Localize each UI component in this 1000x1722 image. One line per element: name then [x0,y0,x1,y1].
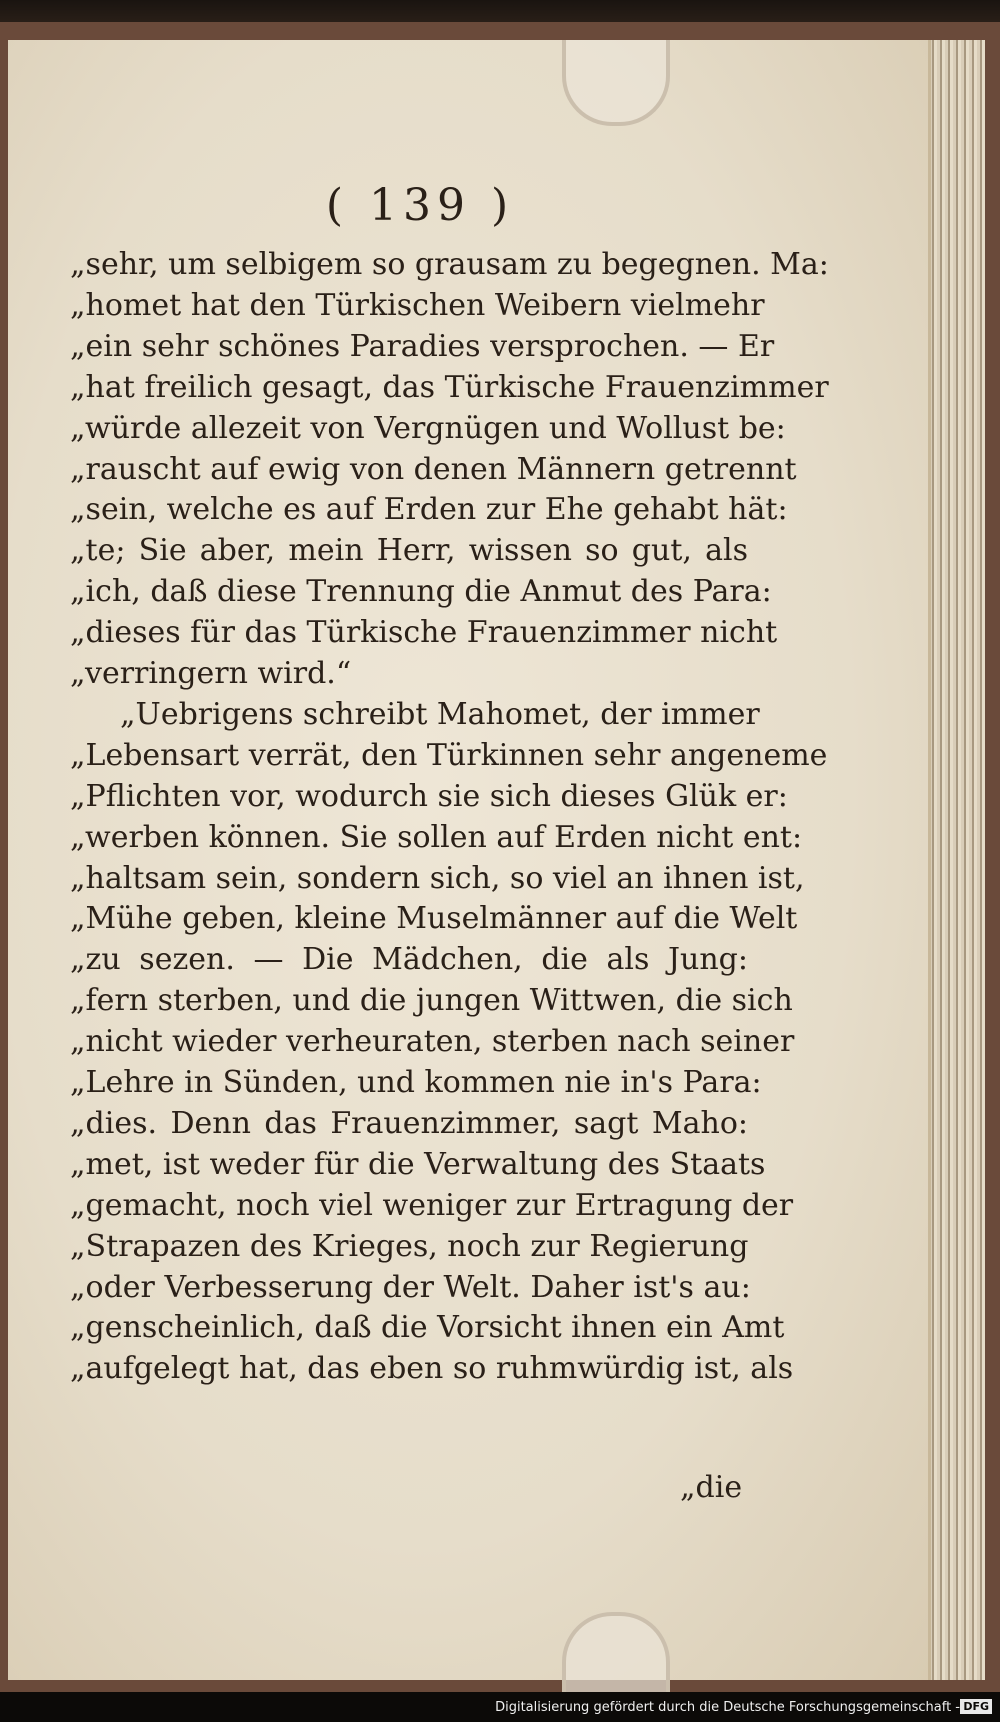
text-line: „Strapazen des Krieges, noch zur Regierung [70,1228,749,1264]
text-line: „Uebrigens schreibt Mahomet, der immer [120,696,760,732]
text-line: „Pflichten vor, wodurch sie sich dieses Glük er: [70,778,788,814]
text-line: „Lehre in Sünden, und kommen nie in's Para: [70,1065,762,1100]
text-line: „haltsam sein, sondern sich, so viel an ihnen ist, [70,860,805,896]
digitization-credit: Digitalisierung gefördert durch die Deutsche Forschungsgemeinschaft - [495,1700,960,1715]
text-line: „werben können. Sie sollen auf Erden nicht ent: [70,819,803,855]
page-number: ( 139 ) [325,180,515,231]
dfg-logo: DFG [960,1699,992,1714]
text-line: „sein, welche es auf Erden zur Ehe gehabt hät: [70,492,788,528]
page-clip-bottom [562,1612,670,1696]
catchword: „die [680,1470,743,1505]
text-line: „met, ist weder für die Verwaltung des Staats [70,1146,766,1182]
text-line: „zu sezen. — Die Mädchen, die als Jung: [70,942,748,978]
text-line: „ein sehr schönes Paradies versprochen. — Er [70,328,775,364]
text-line: „verringern wird.“ [70,656,352,691]
text-line: „genscheinlich, daß die Vorsicht ihnen ein Amt [70,1310,785,1346]
text-line: „dies. Denn das Frauenzimmer, sagt Maho: [70,1105,748,1141]
text-line: „te; Sie aber, mein Herr, wissen so gut, als [70,533,748,569]
text-line: „ich, daß diese Trennung die Anmut des Para: [70,574,772,610]
text-line: „hat freilich gesagt, das Türkische Frauenzimmer [70,369,829,405]
text-line: „rauscht auf ewig von denen Männern getrennt [70,451,797,487]
text-line: „gemacht, noch viel weniger zur Ertragung der [70,1187,794,1223]
text-line: „Lebensart verrät, den Türkinnen sehr angeneme [70,737,828,773]
text-line: „sehr, um selbigem so grausam zu begegnen. Ma: [70,247,829,282]
text-line: „oder Verbesserung der Welt. Daher ist's au: [70,1269,751,1305]
text-line: „homet hat den Türkischen Weibern vielmehr [70,287,765,323]
text-line: „aufgelegt hat, das eben so ruhmwürdig ist, als [70,1351,794,1387]
text-line: „dieses für das Türkische Frauenzimmer nicht [70,615,778,651]
text-line: „Mühe geben, kleine Muselmänner auf die Welt [70,901,798,937]
text-line: „nicht wieder verheuraten, sterben nach seiner [70,1024,795,1060]
text-line: „würde allezeit von Vergnügen und Wollust be: [70,410,786,446]
text-line: „fern sterben, und die jungen Wittwen, die sich [70,983,793,1019]
